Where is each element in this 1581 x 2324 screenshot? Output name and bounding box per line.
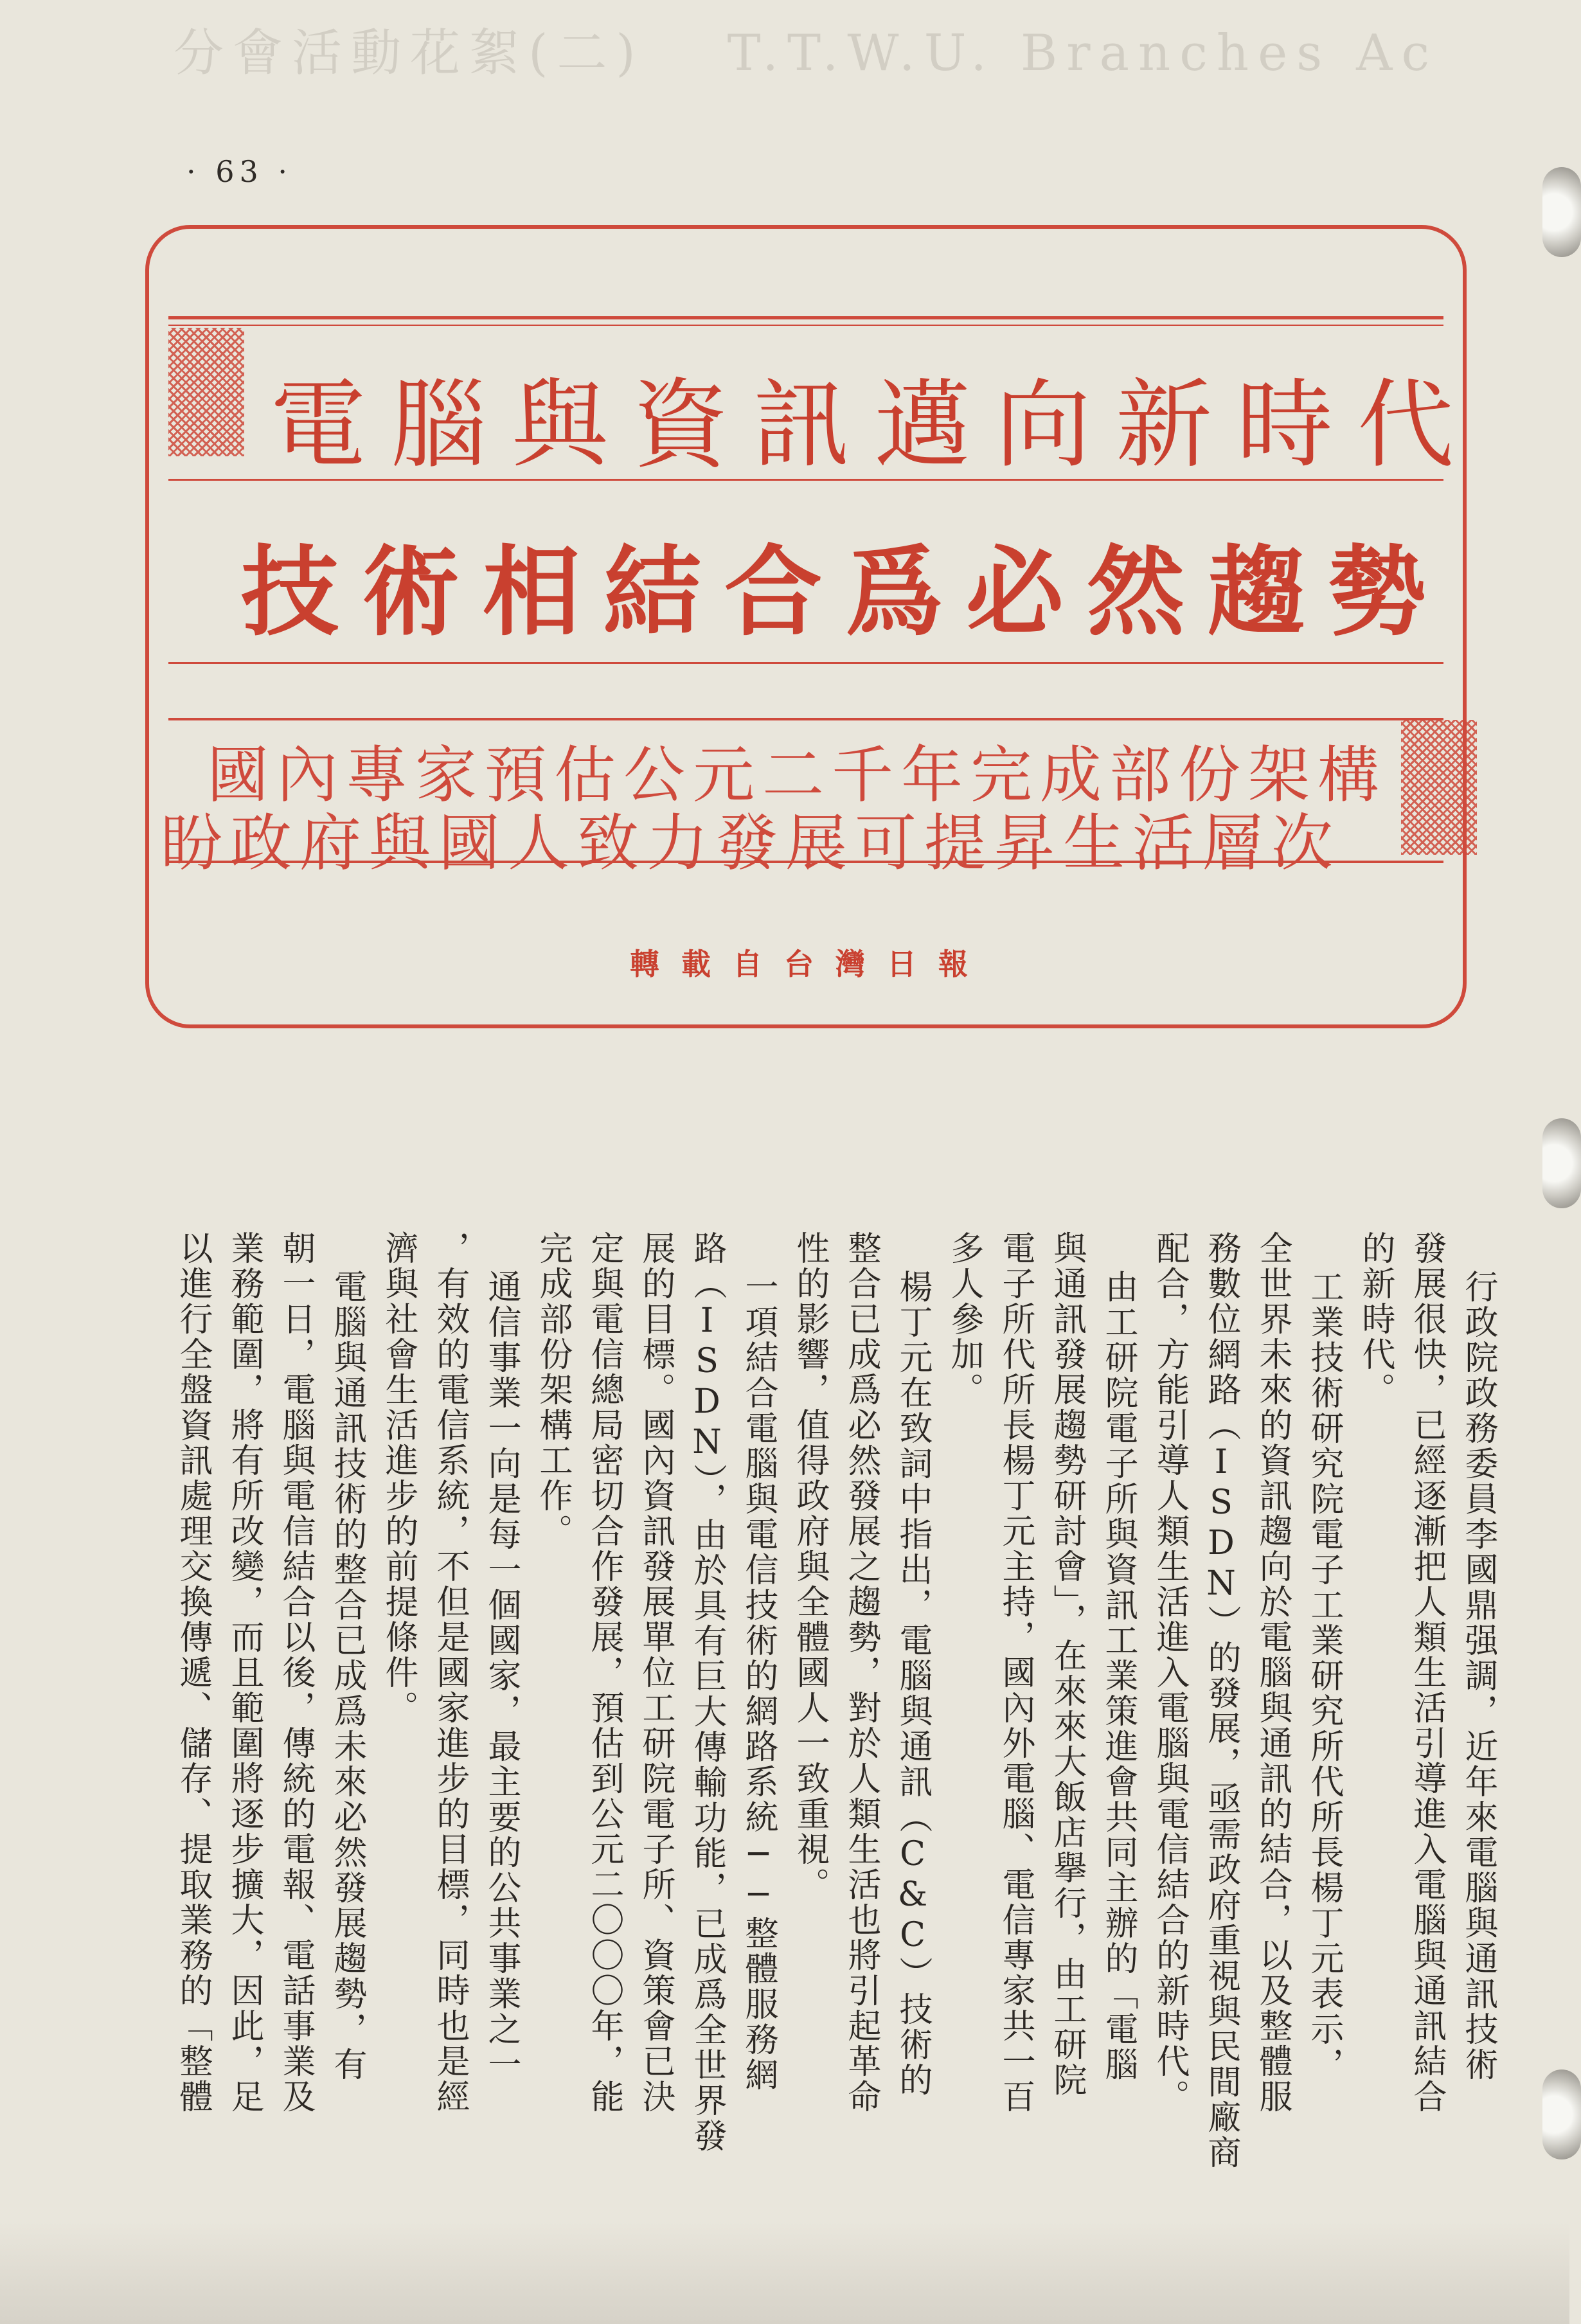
article-column: 朝一日，電腦與電信結合以後，傳統的電報、電話事業及 <box>276 1231 315 2114</box>
article-column: ，有效的電信系統，不但是國家進步的目標，同時也是經 <box>431 1231 469 2114</box>
binder-ring-icon <box>1542 167 1581 257</box>
article-body <box>96 1179 1497 2221</box>
article-column: 行政院政務委員李國鼎强調，近年來電腦與通訊技術 <box>1459 1269 1497 2082</box>
article-column: 完成部份架構工作。 <box>533 1231 572 1549</box>
headline-line1: 電腦與資訊邁向新時代 <box>270 370 1479 481</box>
article-column: 路（ISDN），由於具有巨大傳輸功能，已成爲全世界發 <box>688 1231 726 2154</box>
subhead-line1: 國內專家預估公元二千年完成部份架構 <box>207 739 1387 811</box>
article-column: 一項結合電腦與電信技術的網路系統──整體服務網 <box>739 1269 778 2093</box>
article-column: 配合，方能引導人類生活進入電腦與電信結合的新時代。 <box>1150 1231 1189 2114</box>
article-column: 以進行全盤資訊處理交換傳遞、儲存、提取業務的「整體 <box>174 1231 212 2114</box>
feature-rule <box>168 316 1443 319</box>
article-column: 電子所代所長楊丁元主持，國內外電腦、電信專家共一百 <box>996 1231 1035 2114</box>
page-number: · 63 · <box>186 154 293 189</box>
article-column: 務數位網路（ISDN）的發展，亟需政府重視與民間廠商 <box>1202 1231 1240 2170</box>
article-column: 的新時代。 <box>1356 1231 1395 1408</box>
bleed-through-title-en: T.T.W.U. Branches Ac <box>727 24 1439 82</box>
bleed-through-title-zh: 分會活動花絮(二) <box>174 24 645 82</box>
article-column: 定與電信總局密切合作發展，預估到公元二〇〇〇年，能 <box>585 1231 623 2114</box>
feature-rule <box>168 325 1443 326</box>
article-column: 濟與社會生活進步的前提條件。 <box>379 1231 418 1726</box>
article-column: 由工研院電子所與資訊工業策進會共同主辦的「電腦 <box>1099 1269 1138 2082</box>
source-credit: 轉載自台灣日報 <box>630 947 990 981</box>
article-column: 性的影響，值得政府與全體國人一致重視。 <box>790 1231 829 1902</box>
binder-ring-icon <box>1542 1118 1581 1208</box>
article-column: 業務範圍，將有所改變，而且範圍將逐步擴大，因此，足 <box>225 1231 264 2114</box>
article-column: 發展很快，已經逐漸把人類生活引導進入電腦與通訊結合 <box>1407 1231 1446 2114</box>
article-column: 工業技術研究院電子工業研究所代所長楊丁元表示， <box>1305 1269 1343 2082</box>
feature-rule <box>168 662 1443 664</box>
article-column: 多人參加。 <box>945 1231 983 1408</box>
article-column: 整合已成爲必然發展之趨勢，對於人類生活也將引起革命 <box>842 1231 880 2114</box>
bleed-through-header <box>174 13 1439 90</box>
headline-line2: 技術相結合爲必然趨勢 <box>241 534 1449 649</box>
article-column: 與通訊發展趨勢研討會」，在來來大飯店擧行，由工研院 <box>1048 1231 1086 2098</box>
page-bottom-shadow <box>0 2221 1569 2324</box>
article-column: 電腦與通訊技術的整合已成爲未來必然發展趨勢，有 <box>328 1269 366 2082</box>
article-column: 通信事業一向是每一個國家，最主要的公共事業之一 <box>482 1269 521 2082</box>
subhead-line2: 盼政府與國人致力發展可提昇生活層次 <box>161 807 1341 879</box>
binder-ring-icon <box>1542 2069 1581 2159</box>
hatch-ornament <box>168 328 244 456</box>
article-column: 展的目標。國內資訊發展單位工研院電子所、資策會已決 <box>636 1231 675 2114</box>
article-column: 楊丁元在致詞中指出，電腦與通訊（C&C）技術的 <box>893 1269 932 2098</box>
article-column: 全世界未來的資訊趨向於電腦與通訊的結合，以及整體服 <box>1253 1231 1292 2114</box>
